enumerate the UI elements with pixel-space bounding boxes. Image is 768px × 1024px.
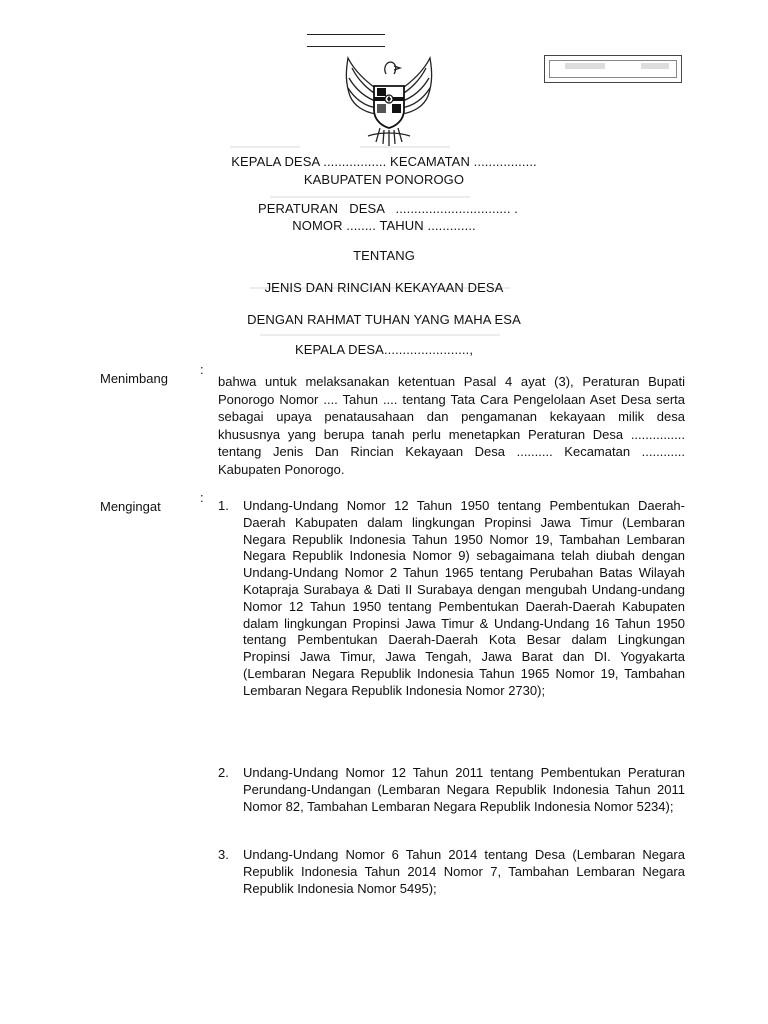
header-line-1: KEPALA DESA ................. KECAMATAN .................	[231, 154, 537, 169]
garuda-emblem-icon	[336, 52, 442, 150]
menimbang-colon: :	[200, 362, 204, 377]
list-item-number: 1.	[218, 498, 229, 513]
list-item	[218, 847, 685, 897]
stamp-box	[544, 55, 682, 83]
list-item-number: 2.	[218, 765, 229, 780]
header-line-7: DENGAN RAHMAT TUHAN YANG MAHA ESA	[247, 312, 521, 327]
menimbang-label: Menimbang	[100, 371, 168, 386]
mengingat-label: Mengingat	[100, 499, 161, 514]
list-item-number: 3.	[218, 847, 229, 862]
list-item	[218, 765, 685, 815]
mengingat-colon: :	[200, 490, 204, 505]
header-line-5: TENTANG	[353, 248, 415, 263]
menimbang-text: bahwa untuk melaksanakan ketentuan Pasal 4 ayat (3), Peraturan Bupati Ponorogo Nomor .... Tahun .... tentang Tata Cara Pengelolaan Aset Desa serta sebagai upaya penatausahaan dan pengamanan kekayaan milik desa khususnya yang berupa tanah perlu menetapkan Peraturan Desa ............... tentang Jenis Dan Rincian Kekayaan Desa .......... Kecamatan ............ Kabupaten Ponorogo.	[218, 374, 685, 477]
list-item-text: Undang-Undang Nomor 6 Tahun 2014 tentang Desa (Lembaran Negara Republik Indonesia Tahun 2014 Nomor 7, Tambahan Lembaran Negara Republik Indonesia Nomor 5495);	[243, 847, 685, 896]
header-line-3: PERATURAN DESA ............................... .	[258, 201, 518, 216]
header-line-4: NOMOR ........ TAHUN .............	[292, 218, 476, 233]
header-line-6: JENIS DAN RINCIAN KEKAYAAN DESA	[264, 280, 504, 295]
top-rule	[307, 46, 385, 47]
top-rule	[307, 34, 385, 35]
header-line-2: KABUPATEN PONOROGO	[303, 172, 465, 187]
list-item-text: Undang-Undang Nomor 12 Tahun 1950 tentang Pembentukan Daerah-Daerah Kabupaten dalam lingkungan Propinsi Jawa Timur (Lembaran Negara Republik Indonesia Tahun 1950 Nomor 19, Tambahan Lembaran Negara Republik Indonesia Nomor 9) sebagaimana telah diubah dengan Undang-Undang Nomor 2 Tahun 1965 tentang Perubahan Batas Wilayah Kotapraja Surabaya & Dati II Surabaya dengan mengubah Undang-undang Nomor 12 Tahun 1950 tentang Pembentukan Daerah-Daerah Kabupaten dalam lingkungan Propinsi Jawa Timur & Undang-Undang 16 Tahun 1950 tentang Pembentukan Daerah-Daerah Kota Besar dalam Lingkungan Propinsi Jawa Timur, Jawa Tengah, Jawa Barat dan DI. Yogyakarta (Lembaran Negara Republik Indonesia Tahun 1965 Nomor 19, Tambahan Lembaran Negara Republik Indonesia Nomor 2730);	[243, 498, 685, 698]
header-line-8: KEPALA DESA.......................,	[294, 342, 474, 357]
list-item-text: Undang-Undang Nomor 12 Tahun 2011 tentang Pembentukan Peraturan Perundang-Undangan (Lembaran Negara Republik Indonesia Tahun 2011 Nomor 82, Tambahan Lembaran Negara Republik Indonesia Nomor 5234);	[243, 765, 685, 814]
list-item	[218, 498, 685, 700]
